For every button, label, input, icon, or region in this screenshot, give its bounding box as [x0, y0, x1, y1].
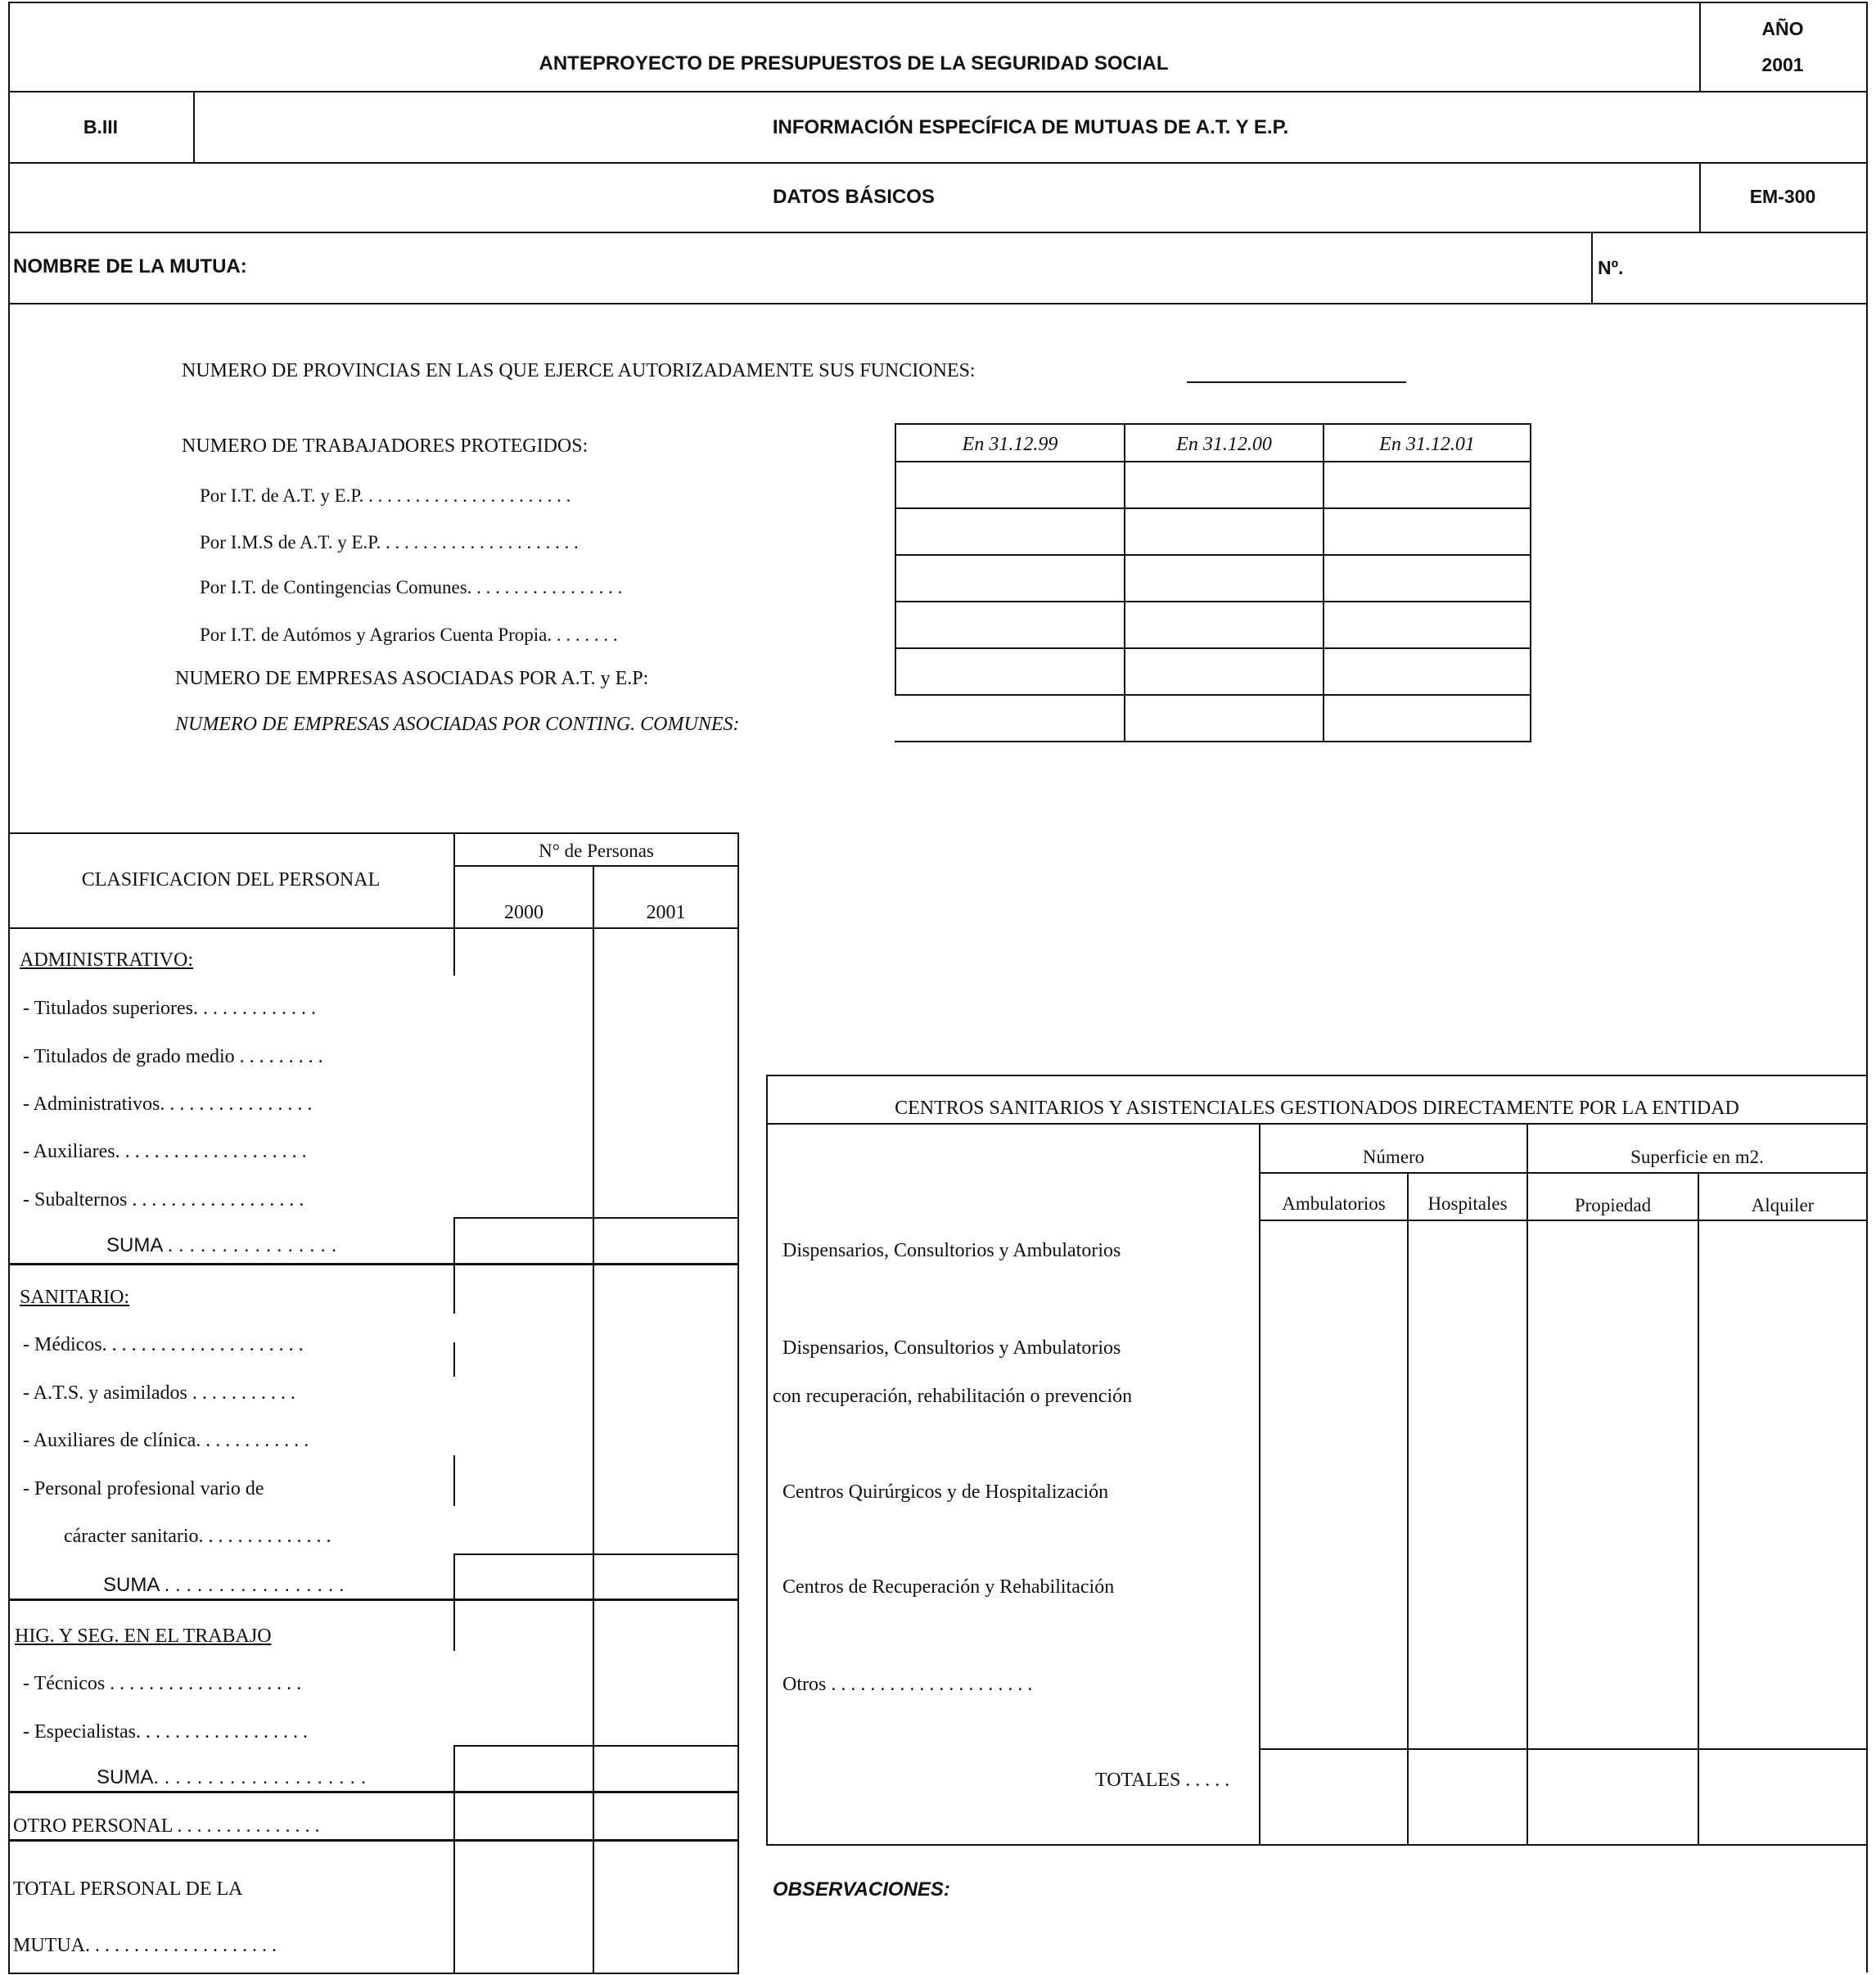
- centers-row-dispensarios: Dispensarios, Consultorios y Ambulatorios: [782, 1240, 1121, 1261]
- observations-label: OBSERVACIONES:: [773, 1878, 950, 1901]
- hig-row-tecnicos: - Técnicos . . . . . . . . . . . . . . . . . . . .: [23, 1673, 302, 1694]
- sanitary-row-auxiliares: - Auxiliares de clínica. . . . . . . . . . . .: [23, 1430, 309, 1451]
- centers-row-dispensarios-rec-1: Dispensarios, Consultorios y Ambulatorios: [782, 1337, 1121, 1359]
- section-code: B.III: [83, 116, 119, 138]
- year-value: 2001: [1761, 54, 1804, 75]
- sanitary-sum-label: SUMA . . . . . . . . . . . . . . . . .: [103, 1574, 345, 1596]
- form-code: EM-300: [1749, 186, 1816, 207]
- centers-col-alquiler: Alquiler: [1751, 1195, 1815, 1215]
- centers-col-propiedad: Propiedad: [1574, 1195, 1652, 1215]
- admin-heading: ADMINISTRATIVO:: [20, 949, 193, 971]
- workers-col-2001: En 31.12.01: [1379, 434, 1475, 455]
- sanitary-row-ats: - A.T.S. y asimilados . . . . . . . . . . .: [23, 1382, 295, 1404]
- mutua-name-label: NOMBRE DE LA MUTUA:: [13, 255, 247, 277]
- worker-row-it-atep: Por I.T. de A.T. y E.P. . . . . . . . . . . . . . . . . . . . . . .: [200, 485, 571, 506]
- observations-field[interactable]: [982, 1858, 1858, 1964]
- total-personnel-label-2: MUTUA. . . . . . . . . . . . . . . . . . . .: [13, 1935, 277, 1956]
- document-title: ANTEPROYECTO DE PRESUPUESTOS DE LA SEGURIDAD SOCIAL: [539, 52, 1169, 74]
- admin-row-grado-medio: - Titulados de grado medio . . . . . . . . .: [23, 1046, 323, 1067]
- worker-row-ims-atep: Por I.M.S de A.T. y E.P. . . . . . . . . . . . . . . . . . . . . .: [200, 532, 579, 552]
- subtitle: DATOS BÁSICOS: [773, 186, 935, 208]
- section-title: INFORMACIÓN ESPECÍFICA DE MUTUAS DE A.T. Y E.P.: [772, 116, 1289, 138]
- admin-row-administrativos: - Administrativos. . . . . . . . . . . . . . . .: [23, 1093, 313, 1115]
- centers-row-quirurgicos: Centros Quirúrgicos y de Hospitalización: [782, 1481, 1109, 1503]
- centers-col-ambulatorios: Ambulatorios: [1282, 1193, 1386, 1214]
- personnel-year-2001: 2001: [646, 902, 686, 923]
- provinces-input[interactable]: [1187, 381, 1406, 383]
- centers-totals-label: TOTALES . . . . .: [1095, 1770, 1230, 1791]
- worker-row-it-cc: Por I.T. de Contingencias Comunes. . . . . . . . . . . . . . . . .: [200, 577, 623, 597]
- admin-sum-label: SUMA . . . . . . . . . . . . . . . .: [106, 1234, 337, 1256]
- personnel-year-2000: 2000: [504, 902, 543, 923]
- admin-row-superiores: - Titulados superiores. . . . . . . . . . . . .: [23, 998, 317, 1019]
- provinces-label: NUMERO DE PROVINCIAS EN LAS QUE EJERCE AUTORIZADAMENTE SUS FUNCIONES:: [182, 360, 976, 381]
- centers-row-dispensarios-rec-2: con recuperación, rehabilitación o prevención: [773, 1386, 1133, 1407]
- sanitary-heading: SANITARIO:: [20, 1287, 130, 1308]
- centers-numero-label: Número: [1362, 1147, 1425, 1167]
- sanitary-row-caracter: cáracter sanitario. . . . . . . . . . . . . .: [64, 1526, 331, 1547]
- mutua-number-label: Nº.: [1598, 257, 1624, 278]
- hig-row-especialistas: - Especialistas. . . . . . . . . . . . . . . . . .: [23, 1721, 308, 1743]
- centers-col-hospitales: Hospitales: [1427, 1193, 1508, 1214]
- year-label: AÑO: [1761, 18, 1804, 39]
- personnel-header-label: CLASIFICACION DEL PERSONAL: [81, 869, 381, 891]
- other-personnel-label: OTRO PERSONAL . . . . . . . . . . . . . . .: [13, 1815, 320, 1837]
- centers-row-otros: Otros . . . . . . . . . . . . . . . . . . . . .: [782, 1674, 1033, 1695]
- companies-cc-label: NUMERO DE EMPRESAS ASOCIADAS POR CONTING. COMUNES:: [175, 714, 740, 735]
- centers-title: CENTROS SANITARIOS Y ASISTENCIALES GESTIONADOS DIRECTAMENTE POR LA ENTIDAD: [895, 1098, 1739, 1119]
- companies-atep-label: NUMERO DE EMPRESAS ASOCIADAS POR A.T. y E.P:: [175, 668, 649, 689]
- centers-superficie-label: Superficie en m2.: [1630, 1147, 1764, 1167]
- worker-row-autonomos: Por I.T. de Autómos y Agrarios Cuenta Propia. . . . . . . .: [200, 625, 618, 645]
- admin-row-subalternos: - Subalternos . . . . . . . . . . . . . . . . . .: [23, 1189, 304, 1211]
- hig-sum-label: SUMA. . . . . . . . . . . . . . . . . . . .: [97, 1766, 367, 1788]
- mutua-name-field[interactable]: [311, 237, 1588, 300]
- admin-row-auxiliares: - Auxiliares. . . . . . . . . . . . . . . . . . . .: [23, 1141, 307, 1162]
- hig-heading: HIG. Y SEG. EN EL TRABAJO: [15, 1626, 272, 1647]
- sanitary-row-medicos: - Médicos. . . . . . . . . . . . . . . . . . . . .: [23, 1334, 304, 1355]
- sanitary-row-profesional: - Personal profesional vario de: [23, 1478, 264, 1499]
- total-personnel-label-1: TOTAL PERSONAL DE LA: [13, 1878, 243, 1900]
- mutua-number-field[interactable]: [1637, 237, 1863, 300]
- centers-row-recuperacion: Centros de Recuperación y Rehabilitación: [782, 1576, 1115, 1598]
- workers-col-2000: En 31.12.00: [1176, 434, 1272, 455]
- workers-col-1999: En 31.12.99: [962, 434, 1058, 455]
- workers-label: NUMERO DE TRABAJADORES PROTEGIDOS:: [182, 435, 589, 457]
- persons-label: N° de Personas: [539, 841, 654, 861]
